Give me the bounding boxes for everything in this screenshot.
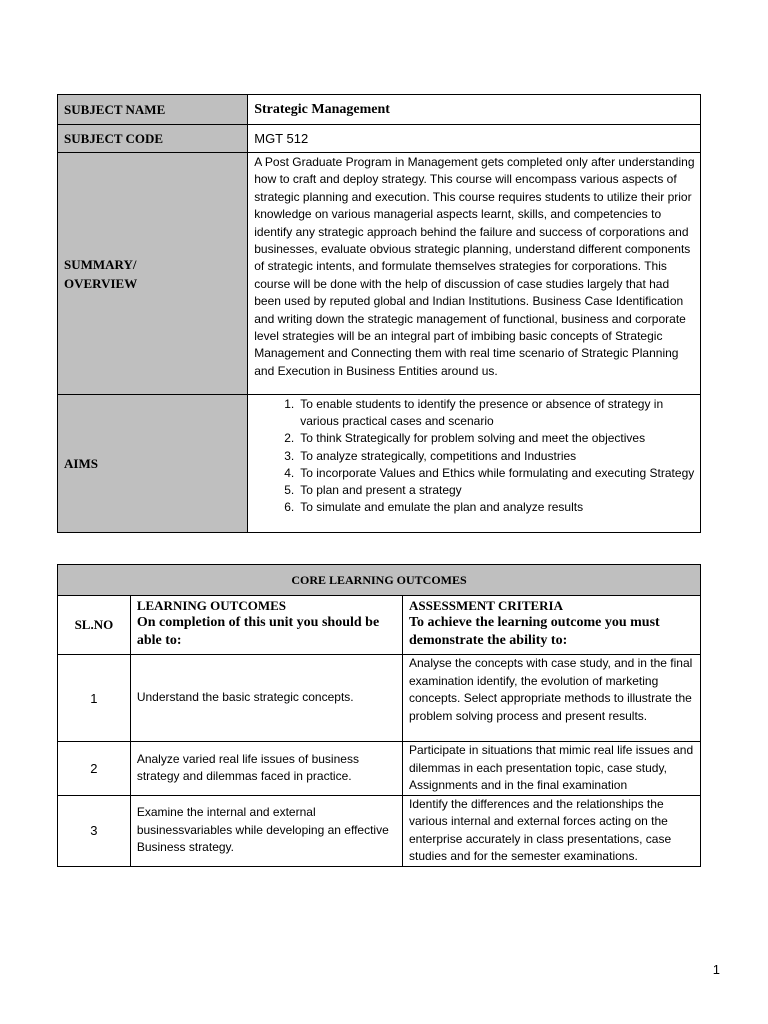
subject-name-value: Strategic Management	[248, 95, 701, 125]
learning-outcome-cell: Analyze varied real life issues of business strategy and dilemmas faced in practice.	[130, 742, 402, 796]
aims-list-item	[254, 465, 696, 482]
subject-info-table	[57, 94, 701, 533]
row-number: 2	[58, 742, 131, 796]
learning-outcome-cell: Understand the basic strategic concepts.	[130, 655, 402, 742]
slno-header: SL.NO	[58, 596, 131, 655]
assessment-criteria-header	[403, 596, 701, 655]
aims-row	[58, 395, 701, 533]
assessment-criteria-header-title: ASSESSMENT CRITERIA	[409, 598, 564, 613]
table-row	[58, 742, 701, 796]
aims-list-item	[254, 482, 696, 499]
aims-list-item	[254, 396, 696, 430]
core-learning-outcomes-table	[57, 564, 701, 867]
aims-list-item	[254, 499, 696, 516]
assessment-criteria-cell: Identify the differences and the relationships the various internal and external forces acting on the enterprise accurately in class presentations, case studies and for the semester examinations.	[403, 795, 701, 866]
aim-number: 1.	[284, 397, 295, 411]
outcomes-caption-row	[58, 565, 701, 596]
outcomes-header-row	[58, 596, 701, 655]
summary-row	[58, 153, 701, 395]
aim-text: To think Strategically for problem solving and meet the objectives	[300, 431, 646, 446]
aim-number: 3.	[284, 448, 295, 463]
learning-outcomes-header-subtitle: On completion of this unit you should be able to:	[136, 615, 380, 648]
aim-number: 4.	[284, 465, 295, 480]
assessment-criteria-cell: Analyse the concepts with case study, and in the final examination identify, the evolution of marketing concepts. Select appropriate methods to illustrate the problem solving process and present results.	[403, 655, 701, 742]
assessment-criteria-cell: Participate in situations that mimic real life issues and dilemmas in each presentation topic, case study, Assignments and in the final examination	[403, 742, 701, 796]
table-row	[58, 655, 701, 742]
aims-list-item	[254, 448, 696, 465]
aim-text: To incorporate Values and Ethics while formulating and executing Strategy	[300, 465, 695, 480]
subject-name-label: SUBJECT NAME	[58, 95, 248, 125]
subject-code-row	[58, 125, 701, 153]
assessment-criteria-header-subtitle: To achieve the learning outcome you must demonstrate the ability to:	[409, 615, 660, 648]
aim-text: To analyze strategically, competitions and Industries	[300, 448, 577, 463]
aim-number: 6.	[284, 500, 295, 515]
page-number: 1	[712, 962, 720, 977]
aim-text: To simulate and emulate the plan and analyze results	[300, 500, 584, 515]
learning-outcomes-header-title: LEARNING OUTCOMES	[136, 598, 286, 613]
summary-label-line1: SUMMARY/	[64, 256, 137, 272]
row-number: 1	[58, 655, 131, 742]
summary-label-line2: OVERVIEW	[64, 275, 138, 291]
aims-list-item	[254, 430, 696, 447]
aims-list	[254, 396, 696, 516]
summary-label	[58, 153, 248, 395]
aim-number: 5.	[284, 483, 295, 498]
row-number: 3	[58, 795, 131, 866]
aims-label: AIMS	[58, 395, 248, 533]
learning-outcomes-header	[130, 596, 402, 655]
outcomes-caption: CORE LEARNING OUTCOMES	[58, 565, 701, 596]
subject-code-label: SUBJECT CODE	[58, 125, 248, 153]
aims-cell	[248, 395, 701, 533]
learning-outcome-cell: Examine the internal and external businessvariables while developing an effective Business strategy.	[130, 795, 402, 866]
aim-text: To plan and present a strategy	[300, 483, 462, 498]
table-row	[58, 795, 701, 866]
subject-code-value: MGT 512	[248, 125, 701, 153]
subject-name-row	[58, 95, 701, 125]
summary-text: A Post Graduate Program in Management gets completed only after understanding how to craft and deploy strategy. This course will encompass various aspects of strategic planning and execution. This course requires students to utilize their prior knowledge on various managerial aspects learnt, skills, and competencies to identify any strategic approach behind the failure and success of corporations and businesses, evaluate obvious strategic planning, understand different components of strategic intents, and formulate themselves strategies for corporations. This course will be done with the help of discussion of case studies largely that had been used by reputed global and Indian Institutions. Business Case Identification and writing down the strategic management of functional, business and corporate level strategies will be an integral part of imbibing basic concepts of Strategic Management and Connecting them with real time scenario of Strategic Planning and Execution in Business Entities around us.	[248, 153, 701, 395]
aim-text: To enable students to identify the presence or absence of strategy in various practical cases and scenario	[300, 397, 664, 429]
aim-number: 2.	[284, 431, 295, 446]
